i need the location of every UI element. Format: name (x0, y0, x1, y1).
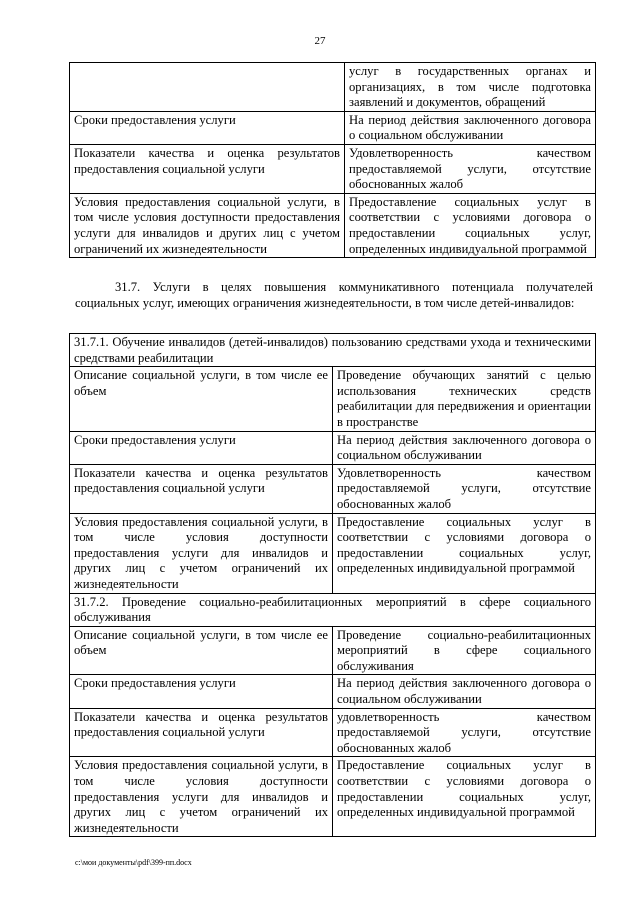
table-cell-left: Условия предоставления социальной услуги, в том числе условия доступности предоставления услуги для инвалидов и других лиц с учетом ограничений их жизнедеятельности (70, 757, 333, 837)
table-row (70, 63, 596, 112)
table-cell-right: Предоставление социальных услуг в соответствии с условиями договора о предоставлении социальных услуг, определенных индивидуальной программой (333, 757, 596, 837)
table-cell-right: удовлетворенность качеством предоставляемой услуги, отсутствие обоснованных жалоб (333, 708, 596, 757)
services-table (69, 333, 596, 837)
table-row (70, 431, 596, 464)
table-row (70, 708, 596, 757)
table-cell-right: Удовлетворенность качеством предоставляемой услуги, отсутствие обоснованных жалоб (333, 464, 596, 513)
table-cell-right: услуг в государственных органах и организациях, в том числе подготовка заявлений и документов, обращений (345, 63, 596, 112)
table-row (70, 144, 596, 193)
table-cell-right: На период действия заключенного договора о социальном обслуживании (333, 431, 596, 464)
table-cell-left: Показатели качества и оценка результатов предоставления социальной услуги (70, 144, 345, 193)
table-cell-left: Показатели качества и оценка результатов предоставления социальной услуги (70, 708, 333, 757)
table-row (70, 464, 596, 513)
table-cell-right: На период действия заключенного договора о социальном обслуживании (345, 111, 596, 144)
table-row (70, 757, 596, 837)
table-row (70, 513, 596, 593)
table-row (70, 367, 596, 431)
table-cell-left: Описание социальной услуги, в том числе ее объем (70, 626, 333, 675)
section-title-row (70, 334, 596, 367)
table-cell-right: Предоставление социальных услуг в соответствии с условиями договора о предоставлении социальных услуг, определенных индивидуальной программой (345, 193, 596, 257)
table-cell-right: На период действия заключенного договора о социальном обслуживании (333, 675, 596, 708)
services-table-continued (69, 62, 596, 258)
table-cell-right: Удовлетворенность качеством предоставляемой услуги, отсутствие обоснованных жалоб (345, 144, 596, 193)
table-cell-left: Показатели качества и оценка результатов предоставления социальной услуги (70, 464, 333, 513)
table-row (70, 193, 596, 257)
table-cell-right: Предоставление социальных услуг в соответствии с условиями договора о предоставлении социальных услуг, определенных индивидуальной программой (333, 513, 596, 593)
table-row (70, 626, 596, 675)
table-cell-left: Условия предоставления социальной услуги, в том числе условия доступности предоставления услуги для инвалидов и других лиц с учетом ограничений их жизнедеятельности (70, 193, 345, 257)
table-cell-right: Проведение социально-реабилитационных мероприятий в сфере социального обслуживания (333, 626, 596, 675)
file-path-footer: c:\мои документы\pdf\399-пп.docx (75, 858, 192, 867)
table-cell-right: Проведение обучающих занятий с целью использования технических средств реабилитации для передвижения и ориентации в пространстве (333, 367, 596, 431)
table-cell-left: Сроки предоставления услуги (70, 431, 333, 464)
page-number: 27 (314, 35, 326, 47)
section-title: 31.7.1. Обучение инвалидов (детей-инвалидов) пользованию средствами ухода и техническими средствами реабилитации (70, 334, 596, 367)
section-paragraph: 31.7. Услуги в целях повышения коммуникативного потенциала получателей социальных услуг, имеющих ограничения жизнедеятельности, в том числе детей-инвалидов: (75, 280, 593, 310)
table-cell-left: Сроки предоставления услуги (70, 675, 333, 708)
table-row (70, 675, 596, 708)
table-cell-left: Описание социальной услуги, в том числе ее объем (70, 367, 333, 431)
table-cell-left: Условия предоставления социальной услуги, в том числе условия доступности предоставления услуги для инвалидов и других лиц с учетом ограничений их жизнедеятельности (70, 513, 333, 593)
table-row (70, 111, 596, 144)
table-cell-left: Сроки предоставления услуги (70, 111, 345, 144)
table-cell-left (70, 63, 345, 112)
section-title-row (70, 593, 596, 626)
section-title: 31.7.2. Проведение социально-реабилитационных мероприятий в сфере социального обслуживания (70, 593, 596, 626)
